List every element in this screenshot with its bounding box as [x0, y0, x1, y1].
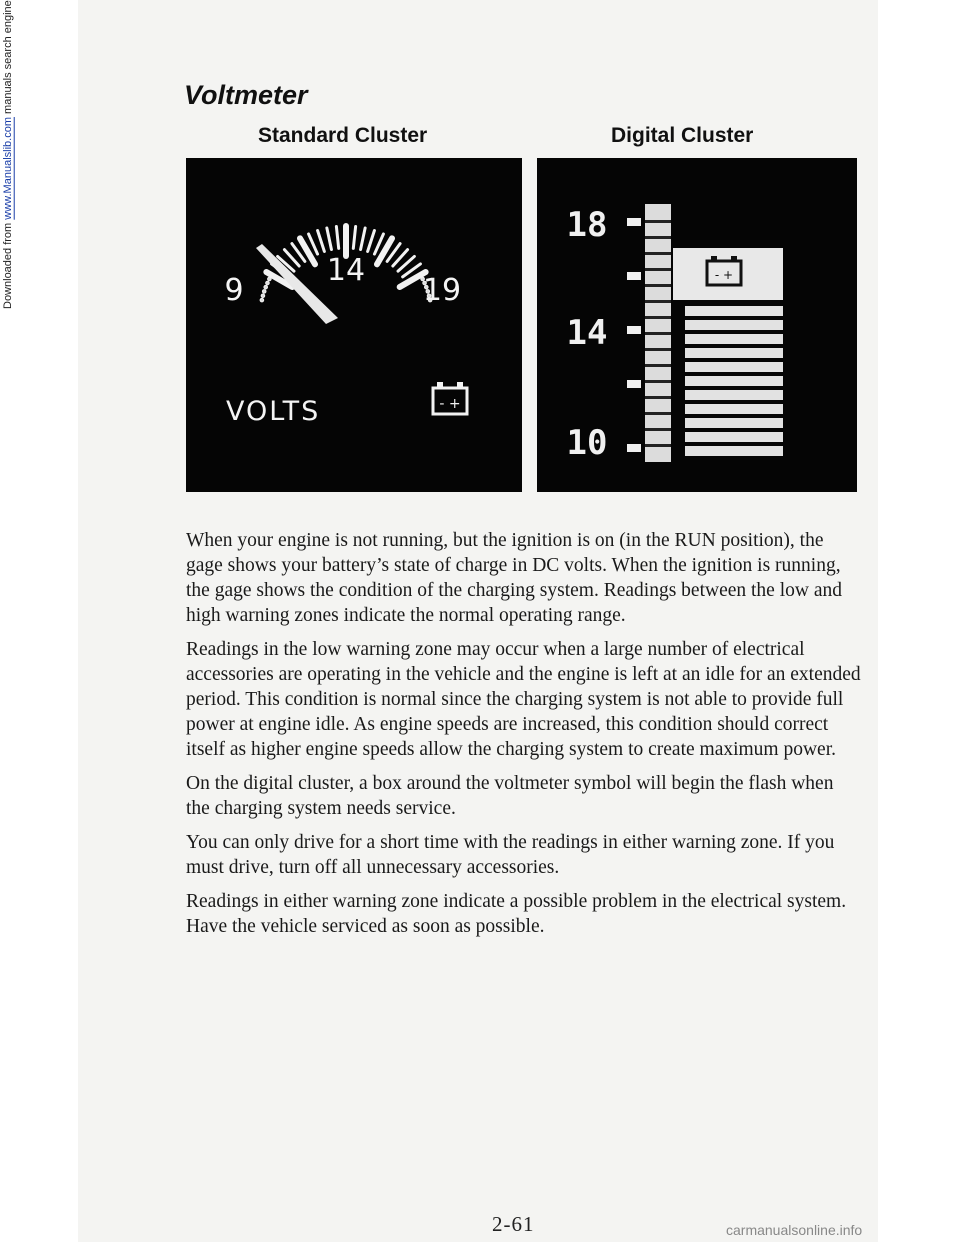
gauge-tick: [336, 227, 338, 249]
scale-column-gap: [645, 380, 671, 383]
standard-cluster-caption: Standard Cluster: [258, 124, 428, 147]
gauge-label-9: 9: [224, 273, 244, 308]
scale-column-gap: [645, 220, 671, 223]
gauge-dot: [266, 281, 270, 285]
paragraph: Readings in the low warning zone may occur when a large number of electrical accessories are operating in the vehicle and the engine is left at an idle for an extended period. This condition is normal since the charging system is not able to provide full power at engine idle. As engine speeds are increased, this condition should correct itself as higher engine speeds allow the charging system to create maximum power.: [186, 639, 861, 760]
scale-tick: [627, 326, 641, 334]
bar-segment: [685, 362, 783, 372]
battery-terminals: - +: [439, 396, 461, 412]
watermark: carmanualsonline.info: [726, 1222, 863, 1238]
scale-column-gap: [645, 396, 671, 399]
bar-segment: [685, 432, 783, 442]
standard-cluster-image: [186, 158, 522, 492]
download-prefix: Downloaded from: [2, 219, 14, 309]
gauge-label-14: 14: [326, 253, 366, 288]
scale-column-gap: [645, 412, 671, 415]
digital-cluster-image: [537, 158, 857, 492]
battery-icon: [673, 248, 783, 300]
manualslib-link[interactable]: www.Manualslib.com: [2, 116, 14, 220]
digital-voltmeter: [537, 158, 857, 492]
gauge-tick: [353, 227, 355, 249]
download-suffix: manuals search engine: [2, 0, 14, 117]
scale-tick: [627, 218, 641, 226]
bar-segment: [685, 446, 783, 456]
paragraph: When your engine is not running, but the ignition is on (in the RUN position), the gage shows your battery’s state of charge in DC volts. When the ignition is running, the gage shows the condition of the charging system. Readings between the low and high warning zones indicate the normal operating range.: [186, 530, 842, 626]
paragraph: You can only drive for a short time with the readings in either warning zone. If you must drive, turn off all unnecessary accessories.: [186, 832, 835, 878]
volts-label: VOLTS: [226, 396, 321, 427]
bar-segment: [685, 418, 783, 428]
gauge-dot: [261, 294, 265, 298]
scale-tick: [627, 272, 641, 280]
scale-column-gap: [645, 316, 671, 319]
digital-cluster-caption: Digital Cluster: [611, 124, 754, 147]
scale-label-18: 18: [566, 205, 608, 245]
bar-segment: [685, 404, 783, 414]
gauge-dot: [268, 277, 272, 281]
scale-tick: [627, 380, 641, 388]
scale-column-gap: [645, 332, 671, 335]
bar-segment: [685, 306, 783, 316]
paragraph: Readings in either warning zone indicate a possible problem in the electrical system. Have the vehicle serviced as soon as possible.: [186, 891, 847, 937]
voltmeter-gauge: [186, 158, 522, 492]
bar-segment: [685, 334, 783, 344]
scale-column-gap: [645, 268, 671, 271]
scale-column-gap: [645, 284, 671, 287]
paragraph: On the digital cluster, a box around the voltmeter symbol will begin the flash when the charging system needs service.: [186, 773, 834, 819]
gauge-tick: [368, 231, 375, 252]
scale-column-gap: [645, 444, 671, 447]
gauge-label-19: 19: [422, 273, 462, 308]
scale-column-gap: [645, 300, 671, 303]
gauge-dot: [260, 298, 264, 302]
bar-segment: [685, 376, 783, 386]
scale-column-gap: [645, 236, 671, 239]
scale-label-14: 14: [566, 313, 608, 353]
scale-column-gap: [645, 348, 671, 351]
download-source-note: [2, 0, 18, 1242]
bar-graph: [685, 306, 783, 456]
gauge-dot: [264, 285, 268, 289]
body-text: [186, 528, 862, 948]
bar-segment: [685, 320, 783, 330]
scale-column-gap: [645, 252, 671, 255]
bar-segment: [685, 348, 783, 358]
scale-column-gap: [645, 364, 671, 367]
battery-icon: [433, 382, 467, 414]
page-title: Voltmeter: [184, 80, 308, 110]
scale-column-gap: [645, 428, 671, 431]
scale-label-10: 10: [566, 423, 608, 463]
gauge-tick: [361, 228, 366, 250]
gauge-tick: [318, 231, 325, 252]
scale-ticks: [627, 218, 641, 452]
gauge-tick: [327, 228, 332, 250]
scale-column: [645, 204, 671, 462]
scale-tick: [627, 444, 641, 452]
battery-terminals: - +: [714, 268, 734, 282]
gauge-dot: [262, 290, 266, 294]
bar-segment: [685, 390, 783, 400]
page-number: 2-61: [492, 1212, 535, 1236]
